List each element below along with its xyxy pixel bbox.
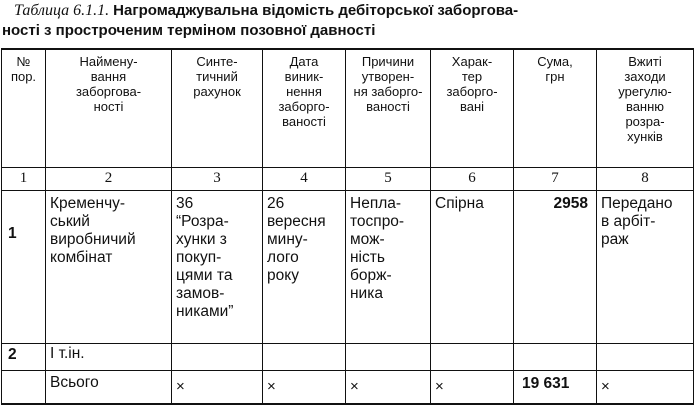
- caption-label: Таблица 6.1.1.: [14, 2, 110, 19]
- total-mark-date: ×: [267, 378, 276, 395]
- row-2-debt-reasons: [346, 344, 430, 370]
- caption-title-part-1: Нагромаджувальна відомість дебіторської заборгова-: [113, 2, 519, 19]
- total-mark-character: ×: [435, 378, 444, 395]
- total-label: Всього: [50, 374, 99, 391]
- column-number-2: 2: [104, 170, 113, 186]
- row-1-synthetic-account: 36 “Розра- хунки з покуп- цями та замов- никами”: [176, 195, 234, 320]
- header-debt-name: Наймену- вання заборгова- ності: [75, 54, 142, 114]
- column-number-6: 6: [468, 170, 476, 186]
- row-2-sum: [514, 344, 596, 370]
- header-measures: Вжиті заходи урегулю- ванню розра- хунків: [618, 54, 672, 144]
- column-number-7: 7: [551, 170, 559, 186]
- row-1-debt-reasons: Непла- тоспро- мож- ність борж- ника: [350, 195, 405, 302]
- header-debt-character: Харак- тер заборго- вані: [446, 54, 498, 114]
- row-2-measures: [597, 344, 693, 370]
- row-1-measures: Передано в арбіт- раж: [601, 195, 673, 248]
- caption-title-part-2: ності з простроченим терміном позовної давності: [2, 22, 376, 39]
- row-2-debt-character: [431, 344, 513, 370]
- header-debt-reasons: Причини утворен- ня заборго- ваності: [353, 54, 423, 114]
- total-mark-reasons: ×: [350, 378, 359, 395]
- total-mark-measures: ×: [601, 378, 610, 395]
- row-1-sum: 2958: [553, 195, 588, 212]
- column-number-3: 3: [213, 170, 221, 186]
- column-number-5: 5: [384, 170, 392, 186]
- table-border-bottom: [1, 403, 694, 405]
- row-2-synthetic-account: [172, 344, 262, 370]
- column-number-8: 8: [641, 170, 649, 186]
- column-number-4: 4: [300, 170, 308, 186]
- total-sum: 19 631: [522, 375, 570, 392]
- column-number-1: 1: [19, 170, 28, 186]
- row-2-number: 2: [8, 346, 17, 363]
- row-2-debt-date: [263, 344, 345, 370]
- header-debt-date: Дата виник- нення заборго- ваності: [278, 54, 330, 129]
- header-sum: Сума, грн: [537, 54, 573, 84]
- header-synthetic-account: Синте- тичний рахунок: [193, 54, 241, 99]
- row-1-number: 1: [8, 225, 17, 242]
- row-2-debt-name: І т.ін.: [50, 345, 85, 362]
- row-1-debt-character: Спірна: [435, 195, 484, 212]
- header-row-number: № пор.: [10, 54, 37, 84]
- total-mark-account: ×: [176, 378, 185, 395]
- col-line-8: [693, 48, 694, 405]
- row-1-debt-name: Кременчу- cький виробничий комбінат: [50, 195, 136, 266]
- row-1-debt-date: 26 вересня мину- лого року: [267, 195, 326, 284]
